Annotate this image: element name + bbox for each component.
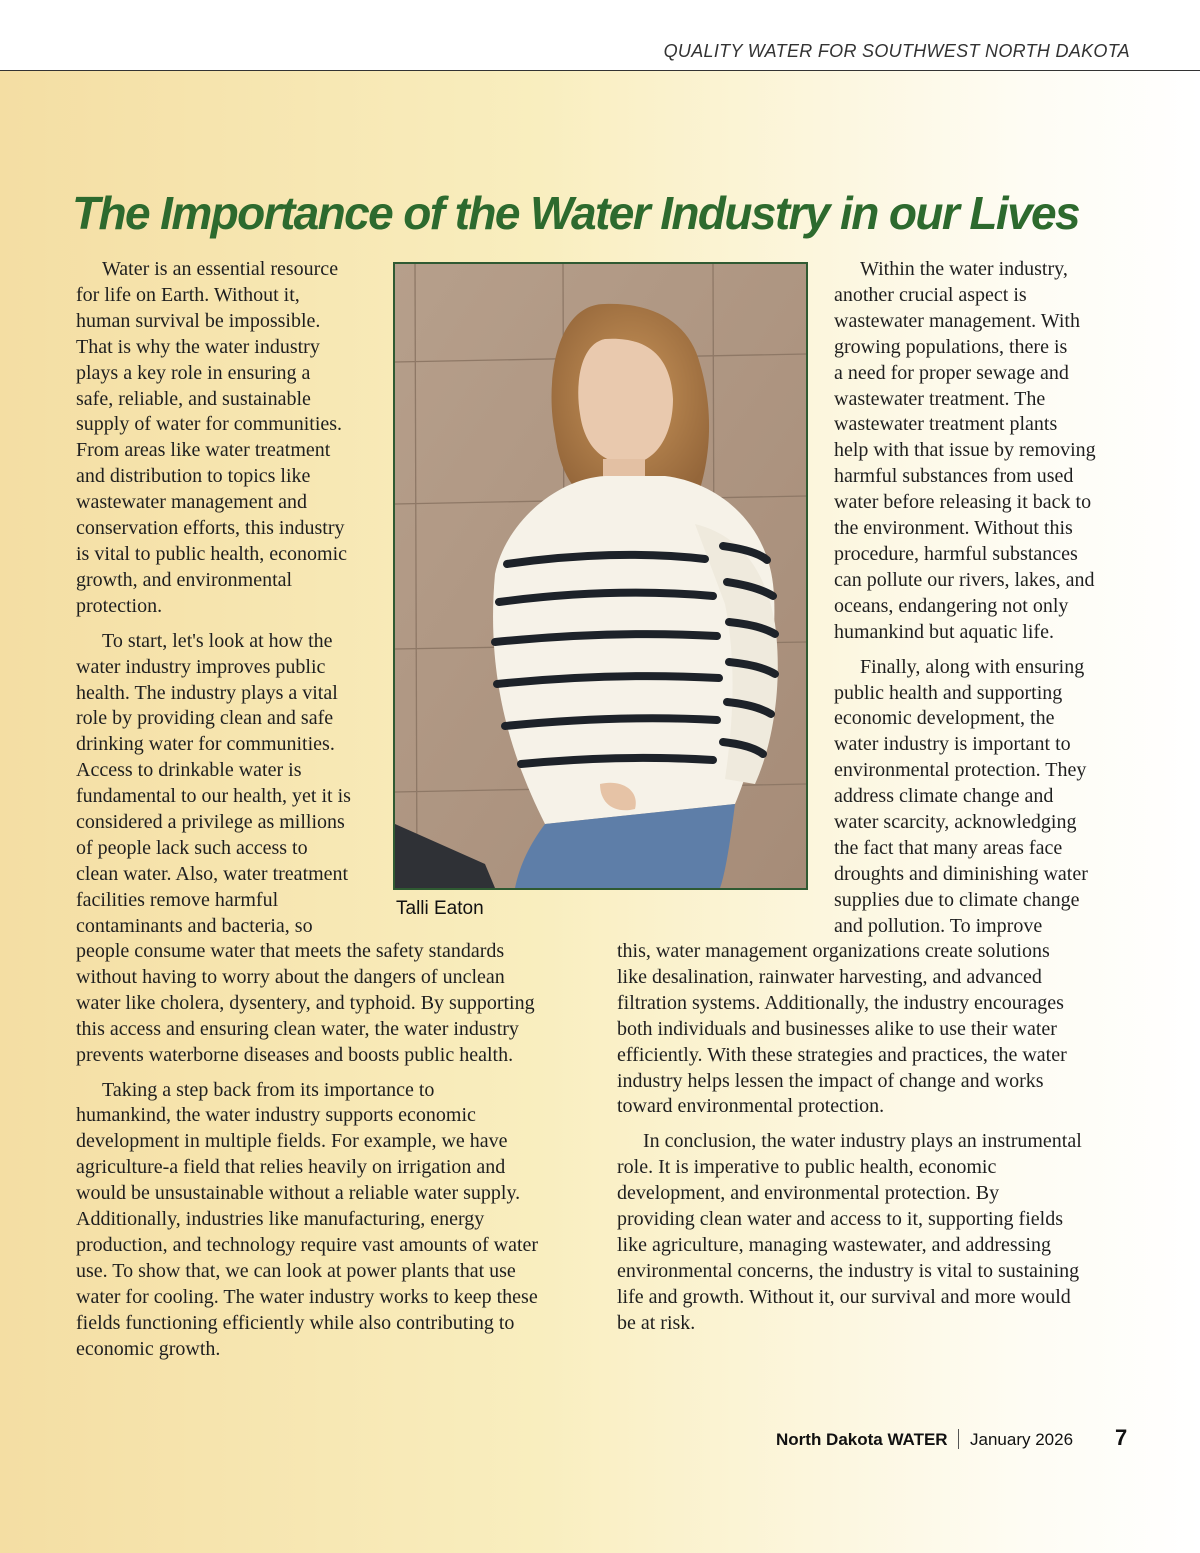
text-line: growing populations, there is [834, 335, 1068, 358]
text-line: supplies due to climate change [834, 888, 1080, 911]
text-line: economic growth. [76, 1337, 221, 1360]
text-line: for life on Earth. Without it, [76, 283, 300, 306]
text-line: Taking a step back from its importance to [102, 1078, 435, 1101]
footer-divider [958, 1429, 959, 1449]
text-line: oceans, endangering not only [834, 594, 1069, 617]
text-line: this access and ensuring clean water, the water industry [76, 1017, 519, 1040]
text-line: conservation efforts, this industry [76, 517, 345, 540]
text-line: harmful substances from used [834, 465, 1074, 488]
photo-caption: Talli Eaton [396, 898, 484, 919]
left-column-top [76, 257, 381, 940]
text-line: supply of water for communities. [76, 413, 343, 436]
text-line: filtration systems. Additionally, the industry encourages [617, 991, 1064, 1014]
text-line: growth, and environmental [76, 568, 293, 591]
article-title: The Importance of the Water Industry in our Lives [72, 187, 1080, 239]
text-line: humankind, the water industry supports economic [76, 1104, 476, 1127]
text-line: protection. [76, 594, 163, 617]
text-line: drinking water for communities. [76, 733, 335, 756]
text-line: humankind but aquatic life. [834, 620, 1054, 643]
text-line: environmental concerns, the industry is vital to sustaining [617, 1259, 1080, 1282]
article-photo [393, 262, 808, 890]
text-line: procedure, harmful substances [834, 542, 1078, 565]
text-line: the environment. Without this [834, 517, 1073, 540]
header-bar [0, 0, 1200, 71]
text-line: safe, reliable, and sustainable [76, 387, 311, 410]
right-column-top [834, 257, 1134, 940]
text-line: and distribution to topics like [76, 465, 311, 488]
left-column-bottom [76, 939, 596, 1363]
text-line: this, water management organizations create solutions [617, 940, 1050, 962]
text-line: role. It is imperative to public health, economic [617, 1156, 997, 1179]
page-number: 7 [1115, 1425, 1128, 1450]
text-line: of people lack such access to [76, 836, 308, 859]
text-line: the fact that many areas face [834, 836, 1063, 859]
text-line: be at risk. [617, 1311, 696, 1334]
paragraph [617, 939, 1137, 1120]
text-line: Additionally, industries like manufacturing, energy [76, 1208, 485, 1231]
text-line: toward environmental protection. [617, 1095, 885, 1118]
text-line: efficiently. With these strategies and practices, the water [617, 1043, 1067, 1066]
paragraph [834, 257, 1134, 646]
text-line: fields functioning efficiently while also contributing to [76, 1311, 515, 1334]
text-line: plays a key role in ensuring a [76, 361, 311, 384]
text-line: can pollute our rivers, lakes, and [834, 568, 1095, 591]
text-line: development in multiple fields. For example, we have [76, 1130, 508, 1153]
paragraph [76, 939, 596, 1069]
text-line: fundamental to our health, yet it is [76, 785, 351, 808]
text-line: Access to drinkable water is [76, 759, 302, 782]
text-line: health. The industry plays a vital [76, 681, 338, 704]
text-line: address climate change and [834, 785, 1054, 808]
section-kicker: QUALITY WATER FOR SOUTHWEST NORTH DAKOTA [663, 41, 1130, 61]
text-line: environmental protection. They [834, 759, 1087, 782]
text-line: In conclusion, the water industry plays an instrumental [643, 1130, 1082, 1153]
text-line: industry helps lessen the impact of change and works [617, 1069, 1044, 1092]
text-line: economic development, the [834, 707, 1055, 730]
text-line: public health and supporting [834, 681, 1063, 704]
text-line: water scarcity, acknowledging [834, 811, 1077, 834]
text-line: both individuals and businesses alike to use their water [617, 1017, 1057, 1040]
paragraph [76, 257, 381, 620]
text-line: droughts and diminishing water [834, 862, 1088, 885]
text-line: life and growth. Without it, our survival and more would [617, 1285, 1071, 1308]
text-line: considered a privilege as millions [76, 811, 345, 834]
text-line: would be unsustainable without a reliable water supply. [76, 1182, 521, 1205]
text-line: providing clean water and access to it, supporting fields [617, 1208, 1063, 1231]
text-line: water industry improves public [76, 655, 326, 678]
paragraph [76, 629, 381, 940]
text-line: another crucial aspect is [834, 283, 1027, 306]
text-line: agriculture-a field that relies heavily on irrigation and [76, 1156, 506, 1179]
paragraph [617, 1129, 1137, 1336]
text-line: development, and environmental protection. By [617, 1182, 1000, 1205]
text-line: use. To show that, we can look at power plants that use [76, 1259, 516, 1282]
text-line: help with that issue by removing [834, 439, 1096, 462]
text-line: Within the water industry, [860, 258, 1068, 280]
text-line: a need for proper sewage and [834, 361, 1069, 384]
footer-date: January 2026 [970, 1430, 1074, 1449]
text-line: From areas like water treatment [76, 439, 331, 462]
portrait-image [395, 264, 806, 888]
text-line: wastewater management and [76, 491, 308, 514]
text-line: is vital to public health, economic [76, 542, 348, 565]
text-line: wastewater treatment. The [834, 387, 1046, 410]
footer-publication: North Dakota WATER [776, 1430, 948, 1449]
text-line: wastewater management. With [834, 309, 1080, 332]
text-line: role by providing clean and safe [76, 707, 334, 730]
text-line: water industry is important to [834, 733, 1071, 756]
text-line: human survival be impossible. [76, 309, 321, 332]
text-line: and pollution. To improve [834, 914, 1043, 937]
paragraph [834, 655, 1134, 940]
text-line: water like cholera, dysentery, and typhoid. By supporting [76, 991, 535, 1014]
text-line: prevents waterborne diseases and boosts public health. [76, 1043, 514, 1066]
paragraph [76, 1078, 596, 1363]
text-line: production, and technology require vast amounts of water [76, 1233, 539, 1256]
text-line: like agriculture, managing wastewater, and addressing [617, 1233, 1052, 1256]
text-line: That is why the water industry [76, 335, 320, 358]
text-line: like desalination, rainwater harvesting, and advanced [617, 965, 1042, 988]
text-line: without having to worry about the dangers of unclean [76, 965, 505, 988]
text-line: wastewater treatment plants [834, 413, 1058, 436]
right-column-bottom [617, 939, 1137, 1337]
text-line: Finally, along with ensuring [860, 655, 1085, 678]
text-line: facilities remove harmful [76, 888, 279, 911]
text-line: contaminants and bacteria, so [76, 914, 313, 937]
text-line: clean water. Also, water treatment [76, 862, 349, 885]
text-line: water for cooling. The water industry works to keep these [76, 1285, 538, 1308]
text-line: people consume water that meets the safety standards [76, 940, 505, 962]
text-line: Water is an essential resource [102, 258, 339, 280]
text-line: To start, let's look at how the [102, 629, 333, 652]
text-line: water before releasing it back to [834, 491, 1092, 514]
